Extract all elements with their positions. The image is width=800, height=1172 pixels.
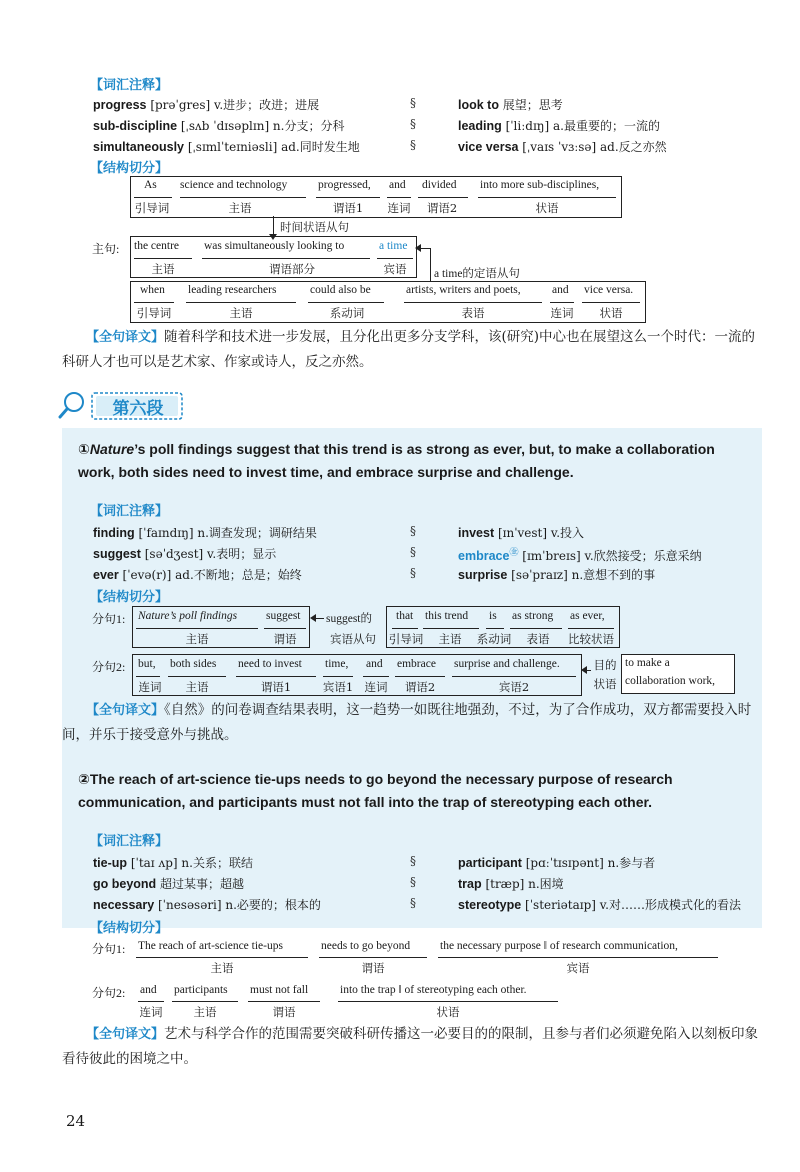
section-header (58, 388, 188, 422)
segment-word: collaboration work, (625, 675, 716, 687)
role-label: 谓语2 (404, 680, 436, 694)
role-label: 谓语部分 (269, 262, 315, 276)
role-label: 主语 (151, 262, 175, 276)
role-label: 状语 (436, 1005, 460, 1019)
role-label: 连词 (387, 201, 411, 215)
segment-word: science and technology (180, 179, 288, 191)
segment-word: was simultaneously looking to (204, 240, 345, 252)
role-label: 连词 (550, 306, 574, 320)
role-label: 宾语2 (498, 680, 530, 694)
page-number: 24 (66, 1112, 86, 1130)
squiggle-divider: § (410, 117, 416, 131)
segment-word: the necessary purpose ‖ of research communication, (440, 940, 678, 952)
clause-label: 分句2: (92, 986, 126, 1000)
segment-word: a time (379, 240, 408, 252)
vocab-label: 【词汇注释】 (90, 834, 169, 849)
role-label: 连词 (364, 680, 388, 694)
role-label: 主语 (210, 961, 234, 975)
segment-word: divided (422, 179, 457, 191)
vocab-item: surprise [səˈpraɪz] n.意想不到的事 (458, 568, 656, 582)
translation: 【全句译文】艺术与科学合作的范围需要突破科研传播这一必要目的的限制，且参与者们必须避免陷入以刻板印象看待彼此的困境之中。 (62, 1026, 759, 1067)
segment-word: time, (325, 658, 349, 670)
segment-word: needs to go beyond (321, 940, 411, 952)
structure-label: 【结构切分】 (90, 161, 169, 176)
vocab-item: necessary [ˈnesəsəri] n.必要的；根本的 (93, 898, 321, 912)
segment-word: participants (174, 984, 228, 996)
translation: 【全句译文】《自然》的问卷调查结果表明，这一趋势一如既往地强劲，不过，为了合作成功，双方都需要投入时间，并乐于接受意外与挑战。 (62, 702, 752, 743)
vocab-item: go beyond 超过某事；超越 (93, 877, 245, 891)
role-label: 谓语2 (426, 201, 458, 215)
role-label: 谓语 (273, 632, 297, 646)
segment-word: The reach of art-science tie-ups (138, 940, 283, 952)
role-label: 主语 (185, 632, 209, 646)
vocab-label: 【词汇注释】 (90, 78, 169, 93)
segment-word: and (389, 179, 406, 191)
clause-note: a time的定语从句 (434, 268, 520, 280)
role-label: 状语 (535, 201, 559, 215)
role-label: 宾语1 (322, 680, 354, 694)
sentence-2: ②The reach of art-science tie-ups needs to go beyond the necessary purpose of research communication, and participants must not fall into the trap of stereotyping each other. (78, 771, 673, 810)
segment-word: vice versa. (584, 284, 634, 296)
segment-word: suggest (266, 610, 301, 622)
segment-word: this trend (425, 610, 469, 622)
role-label: 引导词 (136, 306, 172, 320)
vocab-item: embrace㊎ [ɪmˈbreɪs] v.欣然接受；乐意采纳 (458, 548, 702, 563)
vocab-item: simultaneously [ˌsɪmlˈteɪniəsli] ad.同时发生地 (93, 140, 360, 154)
role-label: 谓语1 (332, 201, 364, 215)
vocab-label: 【词汇注释】 (90, 504, 169, 519)
role-label: 宾语 (383, 262, 407, 276)
segment-word: must not fall (250, 984, 309, 996)
clause-note: 时间状语从句 (280, 222, 349, 234)
segment-word: and (140, 984, 157, 996)
sentence-1: ①Nature’s poll findings suggest that this trend is as strong as ever, but, to make a collaboration work, both sides need to invest time, and embrace surprise and challenge. (78, 441, 715, 480)
role-label: 比较状语 (568, 632, 614, 646)
role-label: 主语 (185, 680, 209, 694)
translation: 【全句译文】随着科学和技术进一步发展，且分化出更多分支学科，该(研究)中心也在展望这么一个时代：一流的科研人才也可以是艺术家、作家或诗人，反之亦然。 (62, 329, 756, 370)
segment-word: artists, writers and poets, (406, 284, 521, 296)
segment-word: into more sub-disciplines, (480, 179, 600, 191)
role-label: 主语 (438, 632, 462, 646)
role-label: 系动词 (476, 632, 512, 646)
section-title: 第六段 (112, 399, 164, 419)
vocab-item: suggest [səˈdʒest] v.表明；显示 (93, 547, 277, 561)
role-label: 主语 (193, 1005, 217, 1019)
role-label: 宾语 (566, 961, 590, 975)
segment-word: as ever, (570, 610, 605, 622)
role-label: 引导词 (134, 201, 170, 215)
keyword-badge: ㊎ (509, 548, 519, 558)
role-label: 连词 (138, 680, 162, 694)
clause-label: 分句2: (92, 660, 126, 674)
segment-word: As (144, 179, 157, 191)
squiggle-divider: § (410, 96, 416, 110)
role-label: 谓语 (361, 961, 385, 975)
segment-word: that (396, 610, 414, 622)
segment-word: both sides (170, 658, 217, 670)
vocab-item: ever [ˈevə(r)] ad.不断地；总是；始终 (93, 568, 302, 582)
role-label: 主语 (229, 306, 253, 320)
vocab-item: look to 展望；思考 (458, 98, 563, 112)
structure-label: 【结构切分】 (90, 921, 169, 936)
segment-word: embrace (397, 658, 436, 670)
segment-word: could also be (310, 284, 371, 296)
segment-word: into the trap ‖ of stereotyping each other. (340, 984, 527, 996)
squiggle-divider: § (410, 524, 416, 538)
vocab-item: tie-up [ˈtaɪ ʌp] n.关系；联结 (93, 856, 253, 870)
squiggle-divider: § (410, 138, 416, 152)
segment-word: suggest的 (326, 613, 372, 625)
role-label: 谓语1 (260, 680, 292, 694)
vocab-item: invest [ɪnˈvest] v.投入 (458, 526, 585, 540)
squiggle-divider: § (410, 854, 416, 868)
segment-word: and (552, 284, 569, 296)
role-label: 表语 (526, 632, 550, 646)
segment-word: leading researchers (188, 284, 277, 296)
segment-word: is (489, 610, 497, 622)
squiggle-divider: § (410, 566, 416, 580)
role-label: 状语 (599, 306, 623, 320)
segment-word: progressed, (318, 179, 371, 191)
segment-word: to make a (625, 657, 670, 669)
segment-word: need to invest (238, 658, 302, 670)
role-label: 表语 (461, 306, 485, 320)
vocab-item: stereotype [ˈsteriətaɪp] v.对……形成模式化的看法 (458, 898, 741, 912)
role-label: 谓语 (272, 1005, 296, 1019)
segment-word: as strong (512, 610, 554, 622)
role-label: 状语 (593, 677, 617, 691)
role-label: 主语 (228, 201, 252, 215)
squiggle-divider: § (410, 896, 416, 910)
segment-word: but, (138, 658, 156, 670)
vocab-item: progress [prəˈgres] v.进步；改进；进展 (93, 98, 320, 112)
role-label: 引导词 (388, 632, 424, 646)
segment-word: when (140, 284, 165, 296)
vocab-item: vice versa [ˌvaɪs ˈvɜːsə] ad.反之亦然 (458, 140, 667, 154)
main-clause-label: 主句: (92, 242, 120, 256)
segment-word: surprise and challenge. (454, 658, 560, 670)
squiggle-divider: § (410, 875, 416, 889)
vocab-item: participant [pɑːˈtɪsɪpənt] n.参与者 (458, 856, 656, 870)
vocab-item: finding [ˈfaɪndɪŋ] n.调查发现；调研结果 (93, 526, 317, 540)
structure-label: 【结构切分】 (90, 590, 169, 605)
segment-word: and (366, 658, 383, 670)
vocab-item: trap [træp] n.困境 (458, 877, 564, 891)
squiggle-divider: § (410, 545, 416, 559)
vocab-item: sub-discipline [ˌsʌb ˈdɪsəplɪn] n.分支；分科 (93, 119, 345, 133)
role-label: 系动词 (329, 306, 365, 320)
role-label: 宾语从句 (330, 632, 376, 646)
vocab-item: leading [ˈliːdɪŋ] a.最重要的；一流的 (458, 119, 660, 133)
role-label: 连词 (139, 1005, 163, 1019)
segment-word: the centre (134, 240, 180, 252)
role-label: 目的 (593, 658, 617, 672)
segment-word: Nature’s poll findings (138, 610, 238, 622)
clause-label: 分句1: (92, 612, 126, 626)
clause-label: 分句1: (92, 942, 126, 956)
